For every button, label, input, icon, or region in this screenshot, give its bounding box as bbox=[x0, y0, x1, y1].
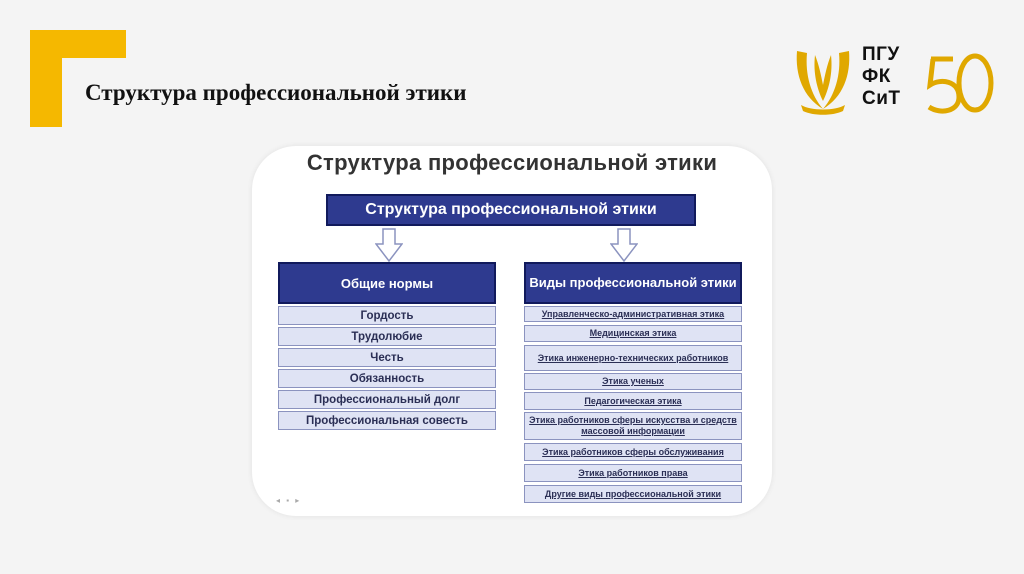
diagram-image bbox=[252, 146, 772, 516]
logo-line-1: ПГУ bbox=[862, 44, 900, 65]
logo-line-3: СиТ bbox=[862, 88, 901, 109]
norm-item: Трудолюбие bbox=[278, 327, 496, 346]
norm-item: Честь bbox=[278, 348, 496, 367]
logo-line-2: ФК bbox=[862, 66, 891, 87]
down-arrow-icon bbox=[375, 228, 403, 262]
down-arrow-icon bbox=[610, 228, 638, 262]
norm-item: Гордость bbox=[278, 306, 496, 325]
norm-item: Профессиональная совесть bbox=[278, 411, 496, 430]
logo-text bbox=[862, 44, 901, 110]
ethics-types-header: Виды профессиональной этики bbox=[524, 262, 742, 304]
ethics-type-item: Этика работников сферы искусства и средств массовой информации bbox=[524, 412, 742, 440]
ethics-type-item: Этика работников права bbox=[524, 464, 742, 482]
slide-nav-controls: ◂ ▪ ▸ bbox=[276, 496, 302, 505]
general-norms-header: Общие нормы bbox=[278, 262, 496, 304]
norm-item: Обязанность bbox=[278, 369, 496, 388]
ethics-type-item: Медицинская этика bbox=[524, 325, 742, 342]
accent-corner-vertical bbox=[30, 30, 62, 127]
ethics-type-item: Управленческо-административная этика bbox=[524, 306, 742, 322]
ethics-type-item: Этика работников сферы обслуживания bbox=[524, 443, 742, 461]
ethics-type-item: Этика ученых bbox=[524, 373, 742, 390]
norm-item: Профессиональный долг bbox=[278, 390, 496, 409]
ethics-type-item: Педагогическая этика bbox=[524, 392, 742, 410]
root-node: Структура профессиональной этики bbox=[326, 194, 696, 226]
diagram-image-title: Структура профессиональной этики bbox=[306, 150, 718, 175]
slide-title: Структура профессиональной этики bbox=[85, 80, 467, 105]
ethics-type-item: Другие виды профессиональной этики bbox=[524, 485, 742, 503]
ethics-type-item: Этика инженерно-технических работников bbox=[524, 345, 742, 371]
